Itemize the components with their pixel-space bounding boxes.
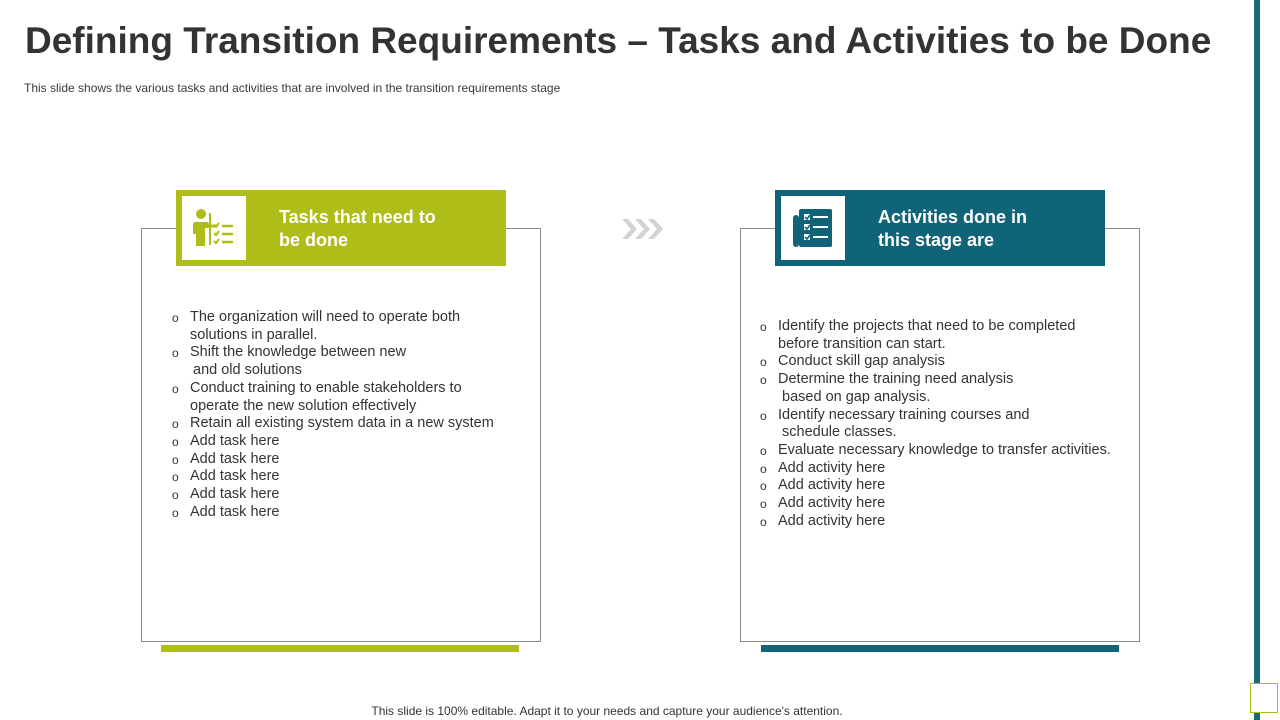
list-item-text: Retain all existing system data in a new system [190,415,494,432]
list-item-text: Add activity here [778,477,886,494]
tasks-underbar [161,645,519,652]
list-item [760,477,1120,495]
bullet-icon: o [172,452,179,467]
list-item-text: Identify the projects that need to be completed [778,318,1076,334]
bullet-icon: o [760,373,767,388]
list-item-text: Shift the knowledge between new [190,344,407,361]
list-item [760,371,1120,406]
list-item-text: The organization will need to operate both [190,309,461,325]
corner-square [1250,683,1278,713]
tasks-list [172,309,512,521]
list-item [172,433,512,451]
slide-subtitle: This slide shows the various tasks and activities that are involved in the transition requirements stage [24,81,561,95]
person-checklist-icon [182,196,246,260]
bullet-icon: o [760,461,767,476]
activities-underbar [761,645,1119,652]
list-item-text: Add task here [190,468,280,485]
list-item [760,353,1120,371]
list-item [172,415,512,433]
list-item [760,407,1120,442]
activities-list [760,318,1120,530]
list-item-text: based on gap analysis. [778,388,931,405]
bullet-icon: o [172,470,179,485]
list-item-text: schedule classes. [778,424,897,441]
list-item-text: solutions in parallel. [190,326,318,343]
list-item [172,380,512,415]
list-item [172,344,512,379]
activities-heading-line1: Activities done in [878,207,1028,227]
list-item-text: Add task here [190,503,280,520]
list-item [760,513,1120,531]
list-item [172,486,512,504]
list-item [760,460,1120,478]
bullet-icon: o [172,505,179,520]
tasks-heading-line1: Tasks that need to [279,207,436,227]
bullet-icon: o [760,514,767,529]
activities-heading [878,206,1093,252]
list-item-text: Add activity here [778,495,886,512]
list-item-text: Add task here [190,432,280,449]
bullet-icon: o [172,434,179,449]
bullet-icon: o [760,320,767,334]
list-item-text: Identify necessary training courses and [778,406,1030,423]
checklist-document-icon [781,196,845,260]
list-item-text: Add task here [190,486,280,503]
slide-title: Defining Transition Requirements – Tasks and Activities to be Done [25,20,1212,61]
right-accent-rule [1254,0,1260,720]
list-item-text: Conduct training to enable stakeholders to [190,379,462,396]
bullet-icon: o [172,346,179,361]
tasks-heading-line2: be done [279,230,349,250]
list-item [172,451,512,469]
bullet-icon: o [760,355,767,370]
tasks-header [176,190,506,266]
list-item-text: Add task here [190,450,280,467]
bullet-icon: o [172,417,179,432]
list-item-text: Conduct skill gap analysis [778,353,945,370]
list-item [760,442,1120,460]
list-item-text: Add activity here [778,459,886,476]
bullet-icon: o [172,381,179,396]
activities-header [775,190,1105,266]
list-item-text: Evaluate necessary knowledge to transfer activities. [778,441,1111,458]
list-item [172,468,512,486]
list-item [172,309,512,344]
list-item-text: before transition can start. [778,335,946,352]
chevrons-right-icon [620,213,664,245]
bullet-icon: o [172,311,179,325]
bullet-icon: o [172,488,179,503]
bullet-icon: o [760,408,767,423]
list-item-text: operate the new solution effectively [190,397,417,414]
tasks-heading [279,206,494,252]
bullet-icon: o [760,443,767,458]
activities-heading-line2: this stage are [878,230,995,250]
bullet-icon: o [760,497,767,512]
list-item-text: Add activity here [778,512,886,529]
list-item-text: Determine the training need analysis [778,371,1014,388]
list-item [172,504,512,522]
bullet-icon: o [760,479,767,494]
list-item-text: and old solutions [193,362,302,379]
slide-footer: This slide is 100% editable. Adapt it to your needs and capture your audience's attention. [371,704,843,718]
list-item [760,318,1120,353]
list-item [760,495,1120,513]
